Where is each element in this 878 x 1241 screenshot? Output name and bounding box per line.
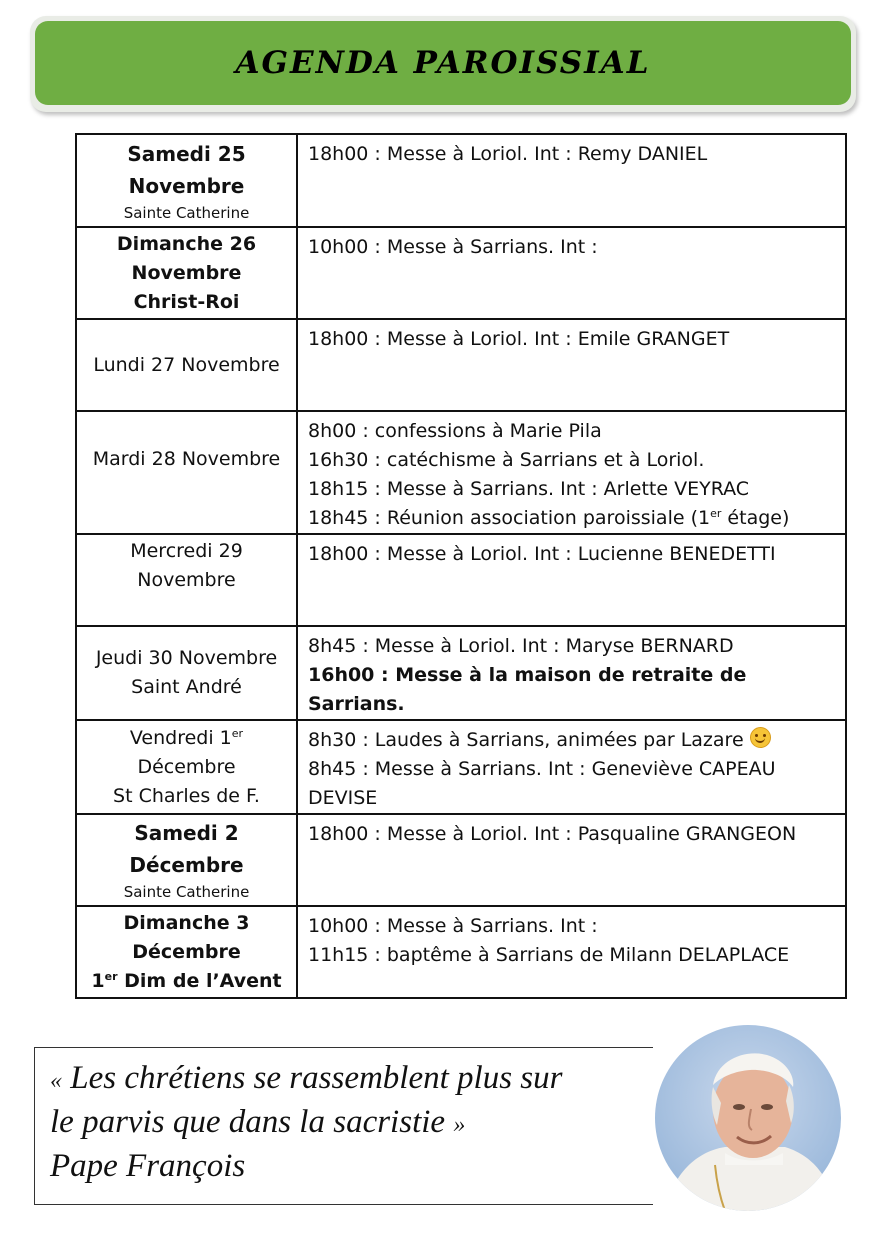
day-cell: [76, 814, 297, 906]
quote-box: [34, 1047, 653, 1205]
day-month: Décembre: [137, 755, 236, 778]
day-name: Lundi 27 Novembre: [93, 353, 280, 376]
event-line: [308, 504, 845, 533]
events-cell: [297, 411, 846, 534]
day-month: Novembre: [128, 173, 245, 198]
event-line: 18h00 : Messe à Loriol. Int : Lucienne BENEDETTI: [308, 543, 776, 565]
day-cell: [76, 319, 297, 411]
quote-text: [50, 1058, 650, 1187]
quote-line: Les chrétiens se rassemblent plus sur: [62, 1060, 563, 1096]
agenda-row: [76, 534, 846, 626]
event-line: 8h00 : confessions à Marie Pila: [308, 420, 602, 442]
quote-author: Pape François: [50, 1148, 246, 1184]
events-cell: [297, 319, 846, 411]
event-line: 11h15 : baptême à Sarrians de Milann DELAPLACE: [308, 944, 790, 966]
event-text: 8h30 : Laudes à Sarrians, animées par Lazare: [308, 729, 744, 751]
events-cell: [297, 227, 846, 319]
event-line-highlight: 16h00 : Messe à la maison de retraite de Sarrians.: [308, 664, 747, 715]
event-line: 16h30 : catéchisme à Sarrians et à Loriol.: [308, 449, 705, 471]
agenda-row: [76, 906, 846, 998]
events-cell: [297, 814, 846, 906]
event-line: 10h00 : Messe à Sarrians. Int :: [308, 915, 598, 937]
event-text: 18h45 : Réunion association paroissiale (1: [308, 507, 711, 529]
ordinal-sup: er: [710, 507, 722, 520]
page-title: AGENDA PAROISSIAL: [235, 45, 651, 81]
day-saint: Sainte Catherine: [123, 203, 250, 222]
events-cell: [297, 720, 846, 814]
day-cell: [76, 411, 297, 534]
day-name: Dimanche 26: [116, 232, 257, 255]
day-month: Décembre: [129, 853, 244, 877]
day-feast: [77, 967, 296, 996]
day-month: Novembre: [131, 261, 242, 284]
day-saint: St Charles de F.: [113, 784, 260, 807]
agenda-row: [76, 134, 846, 227]
event-line: 10h00 : Messe à Sarrians. Int :: [308, 236, 598, 258]
event-line: 8h45 : Messe à Loriol. Int : Maryse BERNARD: [308, 635, 734, 657]
agenda-row: [76, 227, 846, 319]
day-saint: Sainte Catherine: [123, 883, 250, 901]
day-feast: Christ-Roi: [133, 290, 240, 313]
day-name: [77, 724, 296, 753]
day-cell: [76, 720, 297, 814]
day-name: Samedi 25: [127, 141, 246, 166]
feast-text: Dim de l’Avent: [117, 969, 282, 992]
header-banner-inner: [35, 21, 851, 105]
pope-portrait: [655, 1025, 841, 1211]
day-name: Samedi 2: [134, 821, 239, 845]
agenda-row: [76, 319, 846, 411]
agenda-row: [76, 626, 846, 720]
events-cell: [297, 534, 846, 626]
quote-open-mark: «: [50, 1068, 62, 1094]
day-name: Mercredi 29: [130, 540, 243, 562]
event-line: 18h00 : Messe à Loriol. Int : Emile GRANGET: [308, 328, 730, 350]
events-cell: [297, 906, 846, 998]
day-name-text: Vendredi 1: [129, 726, 232, 749]
agenda-row: [76, 814, 846, 906]
ordinal-sup: er: [104, 969, 118, 983]
day-cell: [76, 534, 297, 626]
day-month: Décembre: [132, 940, 241, 963]
event-line: 18h00 : Messe à Loriol. Int : Pasqualine GRANGEON: [308, 823, 797, 845]
agenda-table: [75, 133, 847, 999]
day-name: Mardi 28 Novembre: [92, 448, 281, 470]
day-cell: [76, 227, 297, 319]
quote-line: le parvis que dans la sacristie: [50, 1104, 454, 1140]
ordinal-sup: er: [231, 726, 244, 740]
event-text: étage): [721, 507, 790, 529]
day-saint: Saint André: [131, 676, 242, 698]
event-line: [308, 726, 845, 755]
events-cell: [297, 134, 846, 227]
quote-close-mark: »: [453, 1112, 466, 1138]
event-line: 18h15 : Messe à Sarrians. Int : Arlette VEYRAC: [308, 478, 750, 500]
day-name: Dimanche 3: [123, 911, 250, 934]
agenda-row: [76, 720, 846, 814]
event-line: 18h00 : Messe à Loriol. Int : Remy DANIEL: [308, 143, 708, 165]
day-cell: [76, 906, 297, 998]
agenda-row: [76, 411, 846, 534]
day-month: Novembre: [137, 569, 236, 591]
day-cell: [76, 626, 297, 720]
feast-number: 1: [91, 969, 105, 992]
events-cell: [297, 626, 846, 720]
day-cell: [76, 134, 297, 227]
day-name: Jeudi 30 Novembre: [95, 647, 278, 669]
header-banner: [30, 16, 856, 112]
smiling-face-icon: [750, 727, 771, 748]
event-line: 8h45 : Messe à Sarrians. Int : Geneviève CAPEAU DEVISE: [308, 758, 776, 809]
